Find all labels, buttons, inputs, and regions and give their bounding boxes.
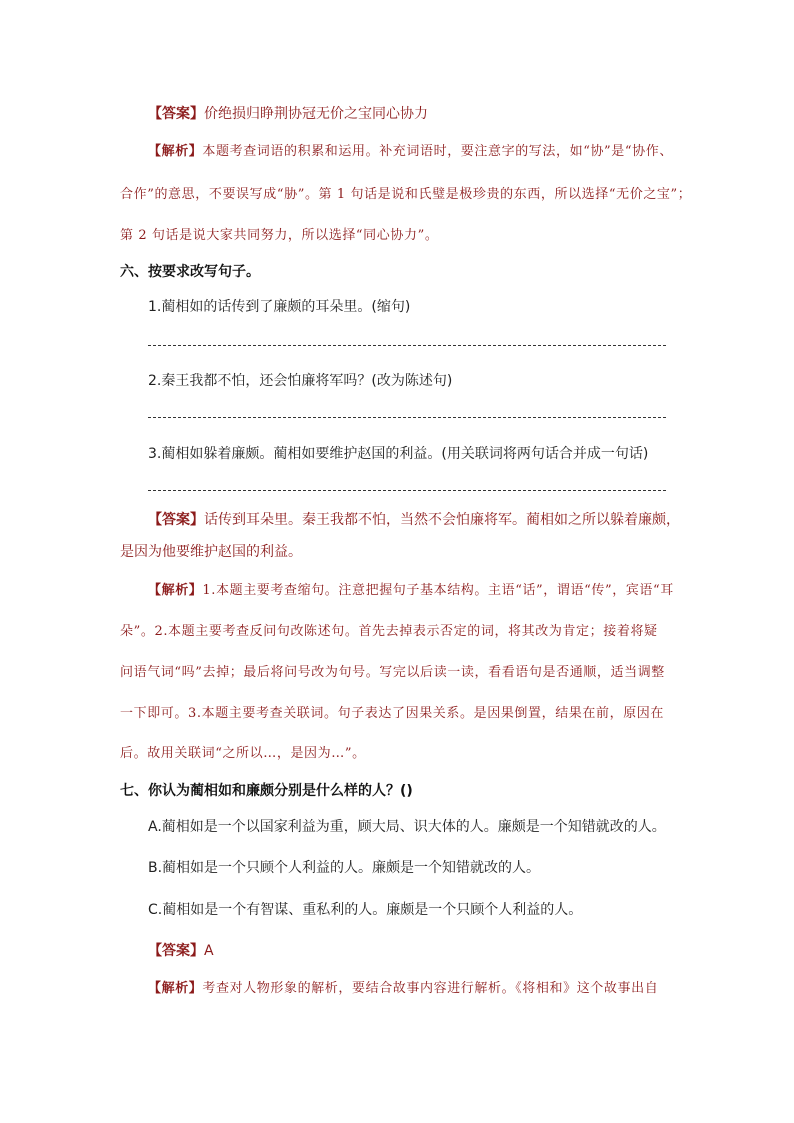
sec7-analysis-text: 考查对人物形象的解析，要结合故事内容进行解析。《将相和》这个故事出自 <box>202 981 659 996</box>
sec6-answer-line-1 <box>148 509 680 529</box>
sec6-answer-line-2: 是因为他要维护赵国的利益。 <box>120 544 302 560</box>
sec5-analysis-line-3: 第 2 句话是说大家共同努力，所以选择“同心协力”。 <box>120 228 439 243</box>
sec7-option-b[interactable]: B.蔺相如是一个只顾个人利益的人。廉颇是一个知错就改的人。 <box>148 860 541 876</box>
sec6-analysis-line-3: 问语气词“吗”去掉；最后将问号改为句号。写完以后读一读，看看语句是否通顺，适当调整 <box>120 665 665 680</box>
sec7-analysis-line <box>148 977 658 996</box>
answer-label: 【答案】 <box>148 106 204 122</box>
sec6-analysis-line-1 <box>148 579 674 598</box>
sec6-analysis-line-5: 后。故用关联词“之所以…，是因为…”。 <box>120 746 366 761</box>
sec5-analysis-line-1 <box>148 140 673 159</box>
analysis-label: 【解析】 <box>148 981 203 996</box>
sec6-analysis-line-2: 朵”。2.本题主要考查反问句改陈述句。首先去掉表示否定的词，将其改为肯定；接着将疑 <box>120 624 658 639</box>
sec6-item-3: 3.蔺相如躲着廉颇。蔺相如要维护赵国的利益。(用关联词将两句话合并成一句话) <box>148 446 649 462</box>
sec6-item-2: 2.秦王我都不怕，还会怕廉将军吗？(改为陈述句) <box>148 373 453 389</box>
sec6-title: 六、按要求改写句子。 <box>120 264 260 280</box>
sec5-answer-line <box>148 103 428 123</box>
sec5-answer-text: 价绝损归睁荆协冠无价之宝同心协力 <box>204 106 428 122</box>
sec7-answer-line <box>148 940 214 960</box>
sec7-answer-text: A <box>204 943 214 959</box>
answer-label: 【答案】 <box>148 512 204 528</box>
sec6-item-1: 1.蔺相如的话传到了廉颇的耳朵里。(缩句) <box>148 299 411 315</box>
analysis-label: 【解析】 <box>148 583 203 598</box>
sec5-analysis-text-1: 本题考查词语的积累和运用。补充词语时，要注意字的写法，如“协”是“协作、 <box>202 144 673 159</box>
sec7-option-c[interactable]: C.蔺相如是一个有智谋、重私利的人。廉颇是一个只顾个人利益的人。 <box>148 902 583 918</box>
sec5-analysis-line-2: 合作”的意思，不要误写成“胁”。第 1 句话是说和氏璧是极珍贵的东西，所以选择“无价之宝”； <box>120 187 692 202</box>
sec7-option-a[interactable]: A.蔺相如是一个以国家利益为重，顾大局、识大体的人。廉颇是一个知错就改的人。 <box>148 819 666 835</box>
answer-blank-3[interactable] <box>148 490 666 491</box>
answer-blank-1[interactable] <box>148 345 666 346</box>
analysis-label: 【解析】 <box>148 144 203 159</box>
sec7-title: 七、你认为蔺相如和廉颇分别是什么样的人？() <box>120 783 413 799</box>
sec6-analysis-text-1: 1.本题主要考查缩句。注意把握句子基本结构。主语“话”，谓语“传”，宾语“耳 <box>202 583 674 598</box>
sec6-answer-text-1: 话传到耳朵里。秦王我都不怕，当然不会怕廉将军。蔺相如之所以躲着廉颇， <box>204 512 680 528</box>
answer-label: 【答案】 <box>148 943 204 959</box>
answer-blank-2[interactable] <box>148 417 666 418</box>
sec6-analysis-line-4: 一下即可。3.本题主要考查关联词。句子表达了因果关系。是因果倒置，结果在前，原因在 <box>120 706 665 721</box>
